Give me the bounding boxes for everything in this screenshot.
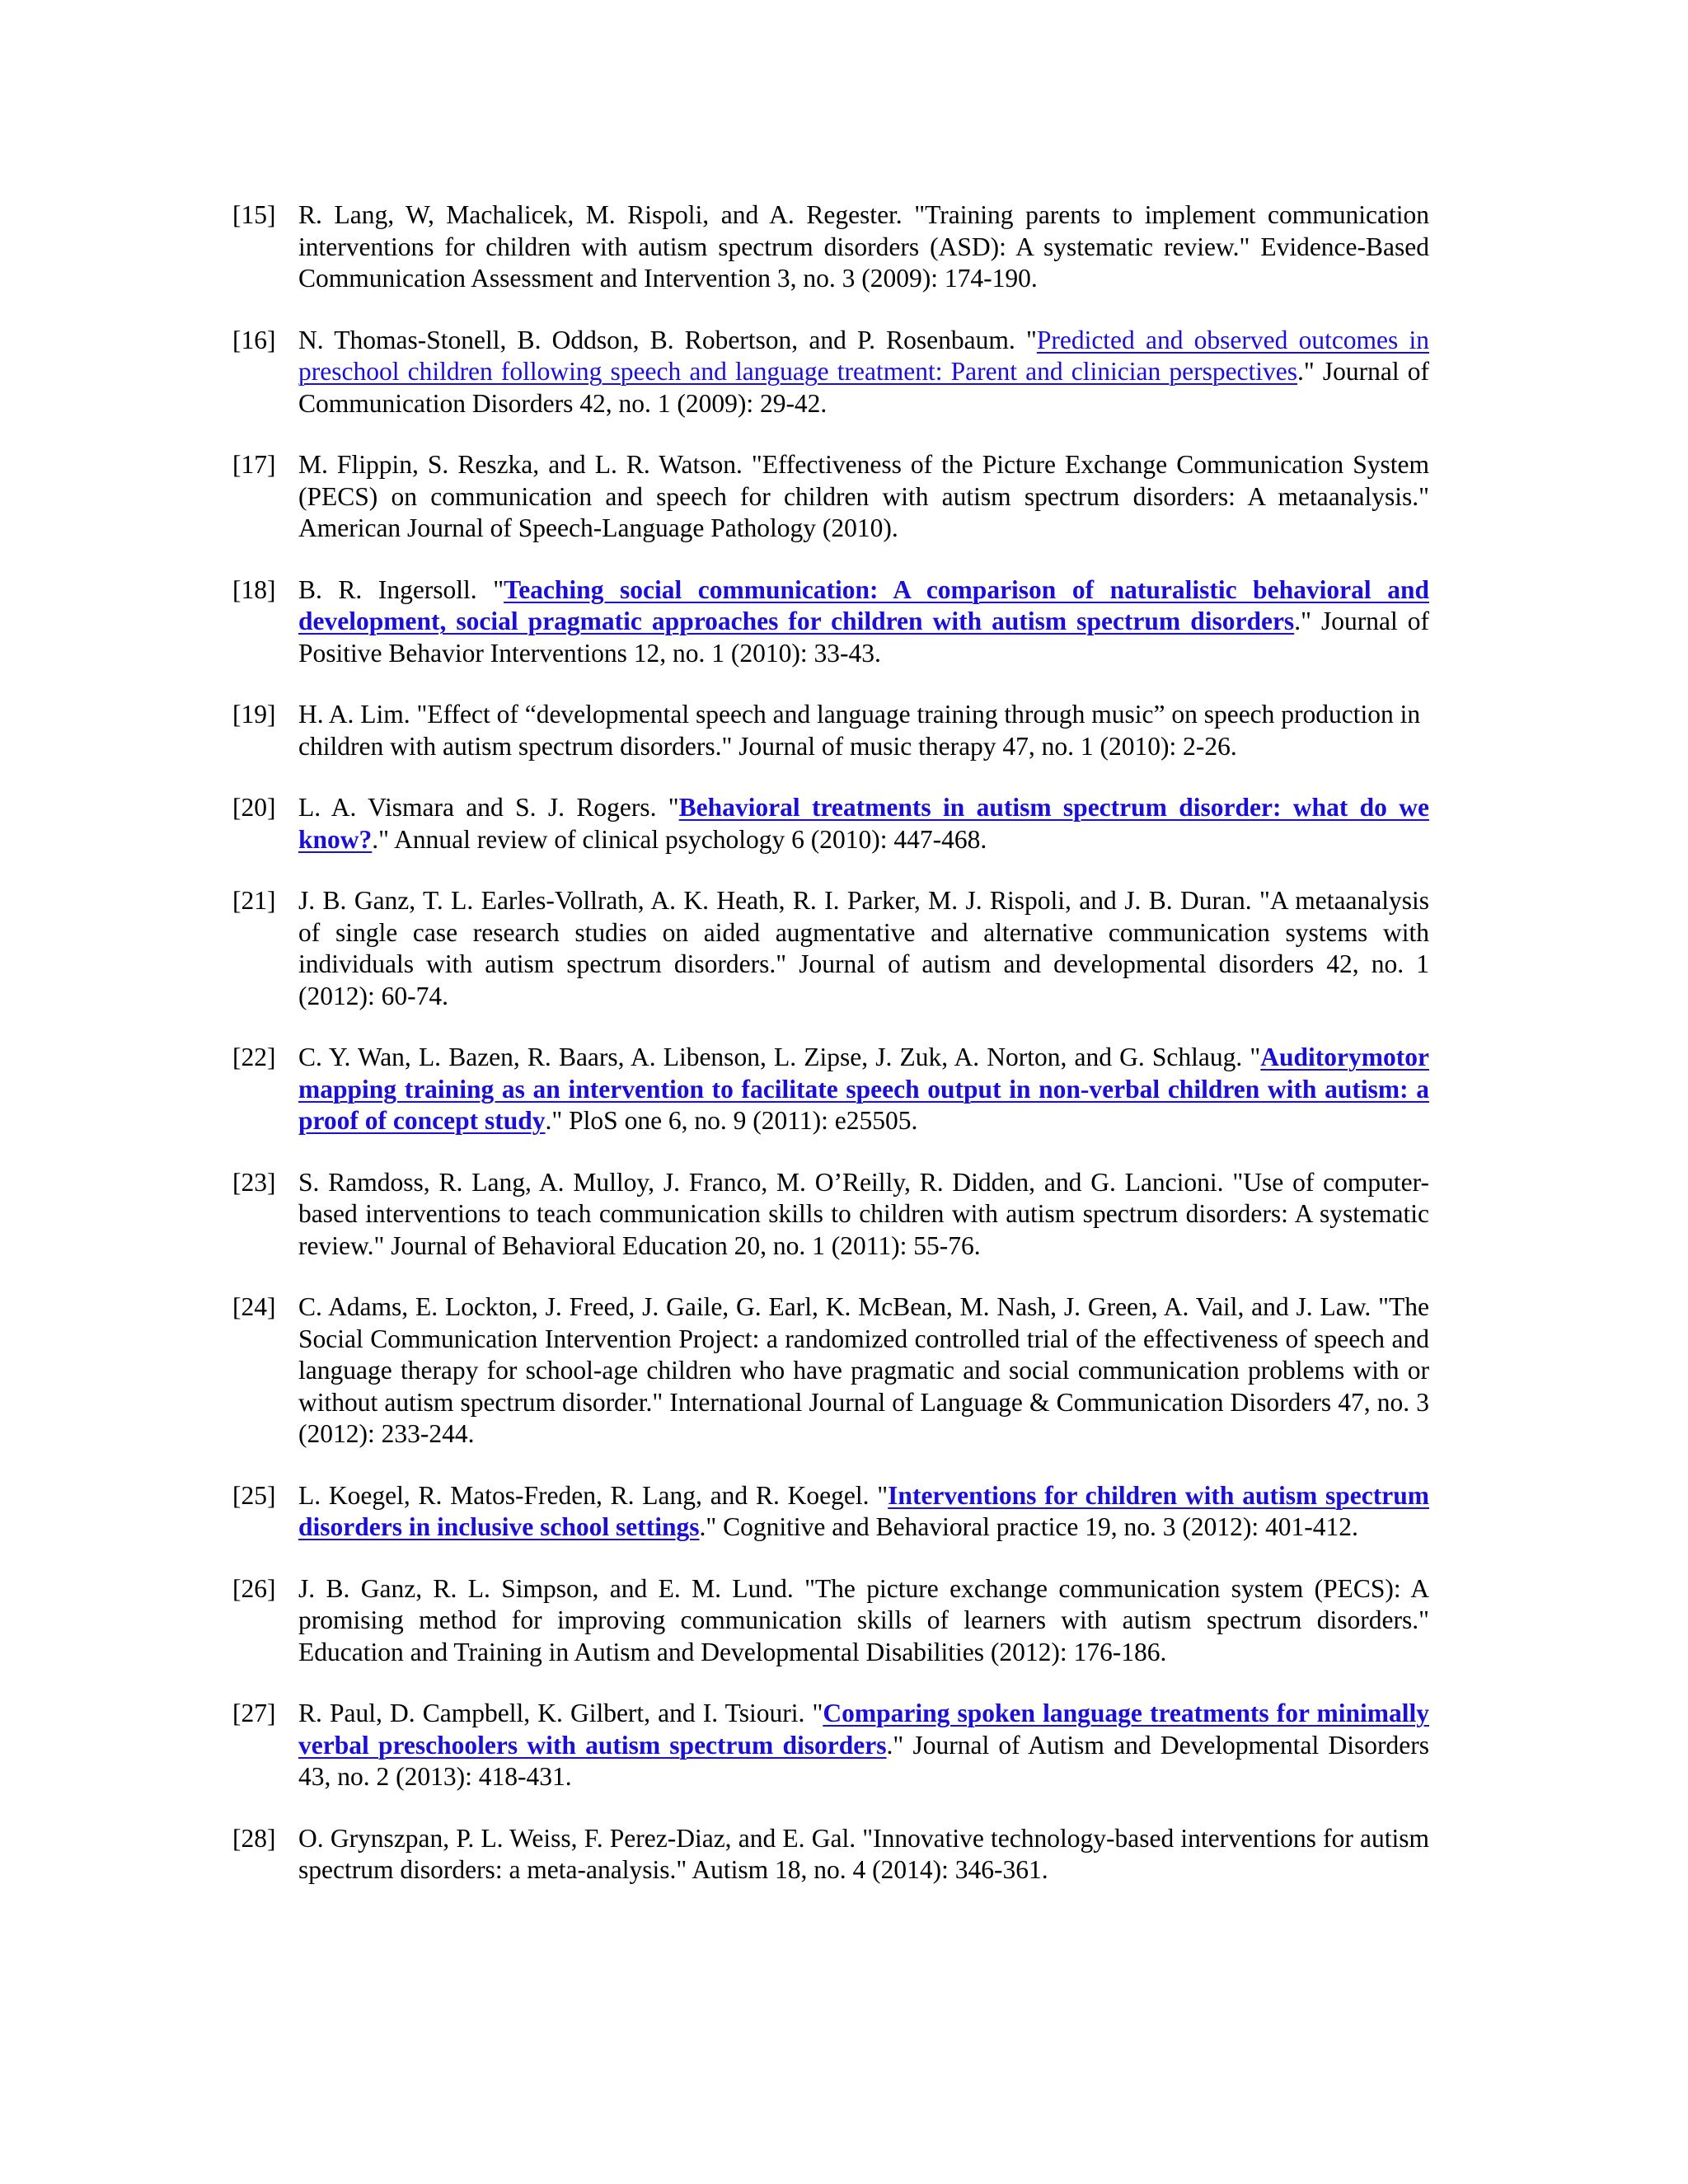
reference-item <box>232 325 1429 420</box>
reference-number: [19] <box>232 700 276 729</box>
reference-number: [25] <box>232 1480 276 1510</box>
reference-number: [16] <box>232 325 276 354</box>
reference-item <box>232 1698 1429 1793</box>
reference-text-tail: ." PloS one 6, no. 9 (2011): e25505. <box>545 1106 918 1135</box>
reference-item <box>232 1042 1429 1137</box>
reference-text: J. B. Ganz, T. L. Earles-Vollrath, A. K. Heath, R. I. Parker, M. J. Rispoli, and J. B. Duran. "A metaanalysis of single case research studies on aided augmentative and alternative communication systems with individuals with autism spectrum disorders." Journal of autism and developmental disorders 42, no. 1 (2012): 60-74. <box>298 886 1429 1010</box>
reference-item <box>232 574 1429 670</box>
reference-number: [26] <box>232 1573 276 1603</box>
reference-link[interactable]: Predicted and observed outcomes in preschool children following speech and language treatment: Parent and clinician perspectives <box>298 325 1429 386</box>
reference-link[interactable]: Auditorymotor mapping training as an intervention to facilitate speech output in non-verbal children with autism: a proof of concept study <box>298 1043 1429 1135</box>
reference-text-tail: ." Annual review of clinical psychology 6 (2010): 447-468. <box>372 824 987 854</box>
reference-text: B. R. Ingersoll. " <box>298 574 504 604</box>
reference-text: J. B. Ganz, R. L. Simpson, and E. M. Lund. "The picture exchange communication system (PECS): A promising method for improving communication skills of learners with autism spectrum disorders." Education and Training in Autism and Developmental Disabilities (2012): 176-186. <box>298 1573 1429 1666</box>
reference-number: [23] <box>232 1167 276 1197</box>
reference-text: R. Lang, W, Machalicek, M. Rispoli, and A. Regester. "Training parents to implement communication interventions for children with autism spectrum disorders (ASD): A systematic review." Evidence-Based Communication Assessment and Intervention 3, no. 3 (2009): 174-190. <box>298 200 1429 293</box>
reference-item <box>232 1291 1429 1451</box>
reference-text: H. A. Lim. "Effect of “developmental speech and language training through music” on speech production in children with autism spectrum disorders." Journal of music therapy 47, no. 1 (2010): 2-26. <box>298 700 1421 761</box>
reference-text-tail: ." Cognitive and Behavioral practice 19, no. 3 (2012): 401-412. <box>699 1512 1358 1541</box>
reference-link[interactable]: Behavioral treatments in autism spectrum disorder: what do we know? <box>298 793 1429 854</box>
reference-item <box>232 1167 1429 1263</box>
reference-number: [27] <box>232 1699 276 1727</box>
reference-link[interactable]: Teaching social communication: A comparison of naturalistic behavioral and development, social pragmatic approaches for children with autism spectrum disorders <box>298 574 1429 635</box>
reference-text: C. Y. Wan, L. Bazen, R. Baars, A. Libenson, L. Zipse, J. Zuk, A. Norton, and G. Schlaug. " <box>298 1043 1261 1071</box>
reference-text: O. Grynszpan, P. L. Weiss, F. Perez-Diaz, and E. Gal. "Innovative technology-based interventions for autism spectrum disorders: a meta-analysis." Autism 18, no. 4 (2014): 346-361. <box>298 1823 1429 1884</box>
reference-text: S. Ramdoss, R. Lang, A. Mulloy, J. Franco, M. O’Reilly, R. Didden, and G. Lancioni. "Use of computer-based interventions to teach communication skills to children with autism spectrum disorders: A systematic review." Journal of Behavioral Education 20, no. 1 (2011): 55-76. <box>298 1167 1429 1260</box>
reference-text-tail: ." Journal of Autism and Developmental Disorders 43, no. 2 (2013): 418-431. <box>298 1730 1429 1791</box>
reference-number: [21] <box>232 886 276 915</box>
reference-text: C. Adams, E. Lockton, J. Freed, J. Gaile, G. Earl, K. McBean, M. Nash, J. Green, A. Vail, and J. Law. "The Social Communication Intervention Project: a randomized controlled trial of the effectiveness of speech and language therapy for school-age children who have pragmatic and social communication problems with or without autism spectrum disorder." International Journal of Language & Communication Disorders 47, no. 3 (2012): 233-244. <box>298 1292 1429 1448</box>
reference-number: [18] <box>232 574 276 604</box>
reference-text: L. Koegel, R. Matos-Freden, R. Lang, and R. Koegel. " <box>298 1480 889 1510</box>
reference-text: M. Flippin, S. Reszka, and L. R. Watson. "Effectiveness of the Picture Exchange Communication System (PECS) on communication and speech for children with autism spectrum disorders: A metaanalysis." American Journal of Speech-Language Pathology (2010). <box>298 450 1429 542</box>
reference-number: [17] <box>232 450 276 479</box>
reference-item <box>232 792 1429 855</box>
reference-item <box>232 885 1429 1012</box>
reference-text: N. Thomas-Stonell, B. Oddson, B. Robertson, and P. Rosenbaum. " <box>298 325 1037 354</box>
reference-text: L. A. Vismara and S. J. Rogers. " <box>298 793 679 822</box>
reference-item <box>232 1823 1429 1886</box>
reference-item <box>232 699 1429 762</box>
reference-number: [20] <box>232 793 276 822</box>
reference-number: [15] <box>232 200 276 229</box>
reference-number: [24] <box>232 1292 276 1321</box>
reference-item <box>232 199 1429 295</box>
reference-text-tail: ." Journal of Positive Behavior Interventions 12, no. 1 (2010): 33-43. <box>298 607 1429 668</box>
reference-number: [28] <box>232 1823 276 1853</box>
reference-link[interactable]: Interventions for children with autism spectrum disorders in inclusive school settings <box>298 1480 1429 1541</box>
reference-item <box>232 1480 1429 1544</box>
reference-text: R. Paul, D. Campbell, K. Gilbert, and I. Tsiouri. " <box>298 1699 823 1727</box>
reference-number: [22] <box>232 1043 276 1071</box>
reference-text-tail: ." Journal of Communication Disorders 42, no. 1 (2009): 29-42. <box>298 357 1429 418</box>
reference-link[interactable]: Comparing spoken language treatments for minimally verbal preschoolers with autism spectrum disorders <box>298 1699 1430 1760</box>
reference-list <box>232 199 1429 1916</box>
reference-item <box>232 449 1429 545</box>
reference-item <box>232 1573 1429 1669</box>
